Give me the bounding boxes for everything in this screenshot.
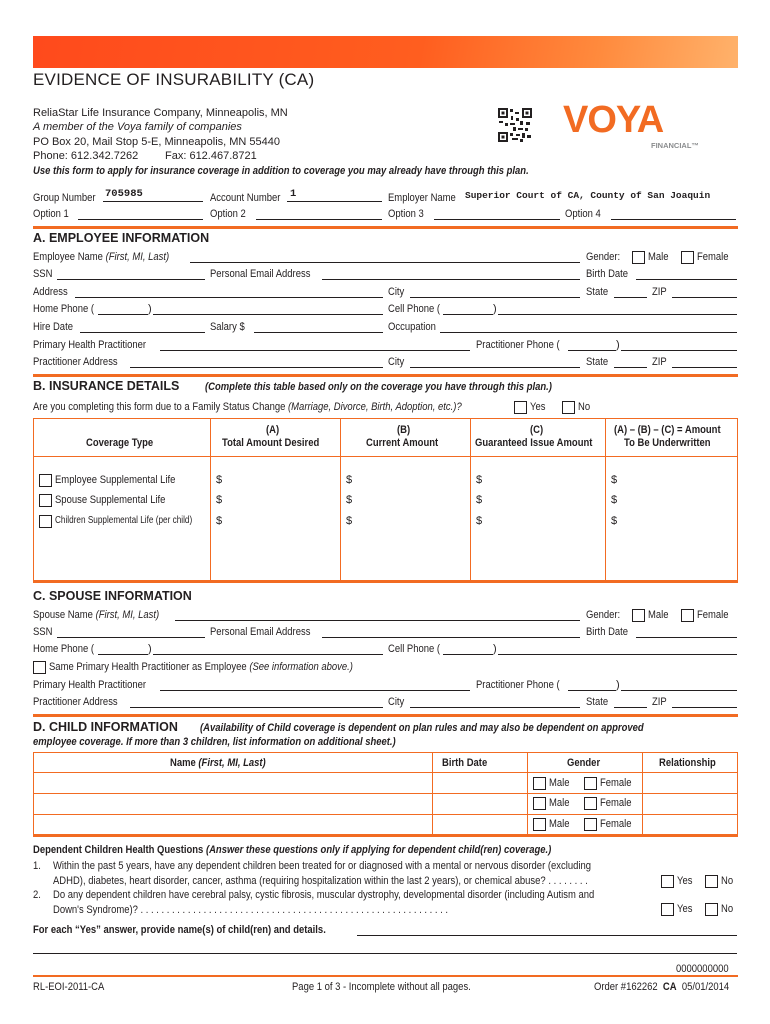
employee-name-hint: (First, MI, Last) bbox=[105, 251, 170, 263]
spouse-practitioner-city-label: City bbox=[388, 696, 405, 708]
spouse-home-phone-area-line bbox=[98, 654, 148, 655]
family-status-yes-label: Yes bbox=[530, 401, 546, 413]
child-table-top bbox=[33, 752, 738, 753]
order-number: Order #162262 bbox=[594, 981, 658, 993]
question-2-line-1: Do any dependent children have cerebral palsy, cystic fibrosis, muscular dystrophy, developmental disorder (including Autism and bbox=[53, 889, 595, 901]
family-status-yes-checkbox[interactable] bbox=[514, 401, 527, 414]
order-info bbox=[594, 981, 729, 993]
col-d-formula: (A) – (B) – (C) = Amount bbox=[614, 424, 721, 436]
children-supplemental-label: Children Supplemental Life (per child) bbox=[55, 515, 193, 526]
child2-female-checkbox[interactable] bbox=[584, 797, 597, 810]
question-2-number: 2. bbox=[33, 889, 41, 901]
spouse-home-phone-line bbox=[153, 654, 383, 655]
spouse-birth-date-line bbox=[636, 637, 737, 638]
spouse-practitioner-address-line bbox=[130, 707, 383, 708]
spouse-supplemental-label: Spouse Supplemental Life bbox=[55, 494, 166, 506]
children-supplemental-checkbox[interactable] bbox=[39, 515, 52, 528]
practitioner-label: Primary Health Practitioner bbox=[33, 339, 147, 351]
question-2-no-label: No bbox=[721, 903, 734, 915]
spouse-ssn-line bbox=[57, 637, 205, 638]
yes-answer-line-1 bbox=[357, 935, 737, 936]
family-status-no-label: No bbox=[578, 401, 591, 413]
option-3-line bbox=[434, 219, 560, 220]
spouse-practitioner-zip-line bbox=[672, 707, 737, 708]
spouse-email-line bbox=[322, 637, 580, 638]
same-practitioner-checkbox[interactable] bbox=[33, 661, 46, 674]
col-c-label: Guaranteed Issue Amount bbox=[475, 437, 593, 449]
practitioner-phone-paren: ) bbox=[616, 339, 620, 351]
question-1-number: 1. bbox=[33, 860, 41, 872]
cell-phone-area-line bbox=[443, 314, 493, 315]
address-label: Address bbox=[33, 286, 68, 298]
child-table-bottom bbox=[33, 834, 738, 837]
section-c-title: C. SPOUSE INFORMATION bbox=[33, 589, 192, 603]
col-a-letter: (A) bbox=[266, 424, 280, 436]
email-line bbox=[322, 279, 580, 280]
spouse-ssn-label: SSN bbox=[33, 626, 53, 638]
child-col-name-text: Name bbox=[170, 757, 196, 769]
page-indicator: Page 1 of 3 - Incomplete without all pages. bbox=[292, 981, 471, 993]
child-col-name-hint: (First, MI, Last) bbox=[198, 757, 266, 769]
row2-d-dollar[interactable]: $ bbox=[611, 494, 618, 506]
option-1-line bbox=[78, 219, 203, 220]
child-col-birth-date: Birth Date bbox=[442, 757, 488, 769]
table-b-col-b bbox=[340, 418, 341, 580]
employee-female-checkbox[interactable] bbox=[681, 251, 694, 264]
employee-name-text: Employee Name bbox=[33, 251, 103, 263]
account-number-value[interactable]: 1 bbox=[290, 188, 297, 200]
spouse-practitioner-address-label: Practitioner Address bbox=[33, 696, 118, 708]
question-1-yes-checkbox[interactable] bbox=[661, 875, 674, 888]
company-address: PO Box 20, Mail Stop 5-E, Minneapolis, MN 55440 bbox=[33, 136, 281, 148]
child-table-col-birth bbox=[432, 752, 433, 834]
group-number-line bbox=[103, 201, 203, 202]
spouse-name-text: Spouse Name bbox=[33, 609, 93, 621]
email-label: Personal Email Address bbox=[210, 268, 311, 280]
child-table-col-gender bbox=[527, 752, 528, 834]
family-status-no-checkbox[interactable] bbox=[562, 401, 575, 414]
section-a-rule bbox=[33, 226, 738, 229]
spouse-name-hint: (First, MI, Last) bbox=[95, 609, 160, 621]
practitioner-phone-line bbox=[621, 350, 737, 351]
family-status-question bbox=[33, 401, 462, 413]
spouse-male-label: Male bbox=[648, 609, 669, 621]
spouse-female-checkbox[interactable] bbox=[681, 609, 694, 622]
child-table-row2-bottom bbox=[33, 814, 738, 815]
home-phone-area-line bbox=[98, 314, 148, 315]
voya-logo bbox=[563, 99, 699, 150]
salary-line bbox=[254, 332, 383, 333]
row3-d-dollar[interactable]: $ bbox=[611, 515, 618, 527]
qr-code-icon bbox=[498, 108, 532, 142]
form-id: RL-EOI-2011-CA bbox=[33, 981, 105, 993]
child1-female-checkbox[interactable] bbox=[584, 777, 597, 790]
health-questions-title-text: Dependent Children Health Questions bbox=[33, 844, 204, 856]
spouse-birth-date-label: Birth Date bbox=[586, 626, 629, 638]
spouse-name-label bbox=[33, 609, 159, 621]
practitioner-state-line bbox=[614, 367, 647, 368]
spouse-email-label: Personal Email Address bbox=[210, 626, 311, 638]
employee-supplemental-checkbox[interactable] bbox=[39, 474, 52, 487]
section-d-rule bbox=[33, 714, 738, 717]
row2-b-dollar[interactable]: $ bbox=[346, 494, 353, 506]
section-b-title: B. INSURANCE DETAILS bbox=[33, 379, 180, 393]
child3-female-label: Female bbox=[600, 818, 632, 830]
practitioner-phone-area-line bbox=[568, 350, 616, 351]
occupation-line bbox=[440, 332, 737, 333]
child1-male-checkbox[interactable] bbox=[533, 777, 546, 790]
child3-male-label: Male bbox=[549, 818, 570, 830]
row3-b-dollar[interactable]: $ bbox=[346, 515, 353, 527]
row1-a-dollar[interactable]: $ bbox=[216, 474, 223, 486]
spouse-practitioner-zip-label: ZIP bbox=[652, 696, 667, 708]
table-b-left bbox=[33, 418, 34, 580]
voya-logo-text: VOYA bbox=[563, 99, 664, 141]
yes-answer-line-2 bbox=[33, 953, 737, 954]
spouse-cell-phone-paren: ) bbox=[493, 643, 497, 655]
barcode-number: 0000000000 bbox=[676, 963, 729, 975]
practitioner-state-label: State bbox=[586, 356, 609, 368]
form-title: EVIDENCE OF INSURABILITY (CA) bbox=[33, 70, 315, 89]
spouse-gender-label: Gender: bbox=[586, 609, 621, 621]
cell-phone-paren: ) bbox=[493, 303, 497, 315]
company-fax: Fax: 612.467.8721 bbox=[165, 150, 257, 162]
question-1-no-checkbox[interactable] bbox=[705, 875, 718, 888]
row1-c-dollar[interactable]: $ bbox=[476, 474, 483, 486]
col-c-letter: (C) bbox=[530, 424, 544, 436]
employee-male-label: Male bbox=[648, 251, 669, 263]
same-practitioner-hint: (See information above.) bbox=[249, 661, 353, 673]
table-b-header-bottom bbox=[33, 456, 738, 457]
section-b-subtitle: (Complete this table based only on the coverage you have through this plan.) bbox=[205, 381, 552, 393]
practitioner-city-label: City bbox=[388, 356, 405, 368]
section-d-subtitle-2: employee coverage. If more than 3 children, list information on additional sheet.) bbox=[33, 736, 396, 748]
family-status-hint: (Marriage, Divorce, Birth, Adoption, etc.)? bbox=[288, 401, 462, 413]
city-line bbox=[410, 297, 580, 298]
practitioner-zip-label: ZIP bbox=[652, 356, 667, 368]
child1-female-label: Female bbox=[600, 777, 632, 789]
child-col-name bbox=[170, 757, 266, 769]
practitioner-address-line bbox=[130, 367, 383, 368]
spouse-practitioner-line bbox=[160, 690, 470, 691]
child-table-left bbox=[33, 752, 34, 834]
practitioner-address-label: Practitioner Address bbox=[33, 356, 118, 368]
child3-female-checkbox[interactable] bbox=[584, 818, 597, 831]
employee-name-label bbox=[33, 251, 169, 263]
table-b-bottom bbox=[33, 580, 738, 583]
section-a-title: A. EMPLOYEE INFORMATION bbox=[33, 231, 210, 245]
child2-male-checkbox[interactable] bbox=[533, 797, 546, 810]
spouse-name-line bbox=[175, 620, 580, 621]
col-coverage-type: Coverage Type bbox=[86, 437, 154, 449]
yes-answer-instruction: For each “Yes” answer, provide name(s) of child(ren) and details. bbox=[33, 924, 326, 936]
question-1-yes-label: Yes bbox=[677, 875, 693, 887]
zip-label: ZIP bbox=[652, 286, 667, 298]
spouse-practitioner-state-label: State bbox=[586, 696, 609, 708]
practitioner-phone-label: Practitioner Phone ( bbox=[476, 339, 560, 351]
footer-rule bbox=[33, 975, 738, 977]
salary-label: Salary $ bbox=[210, 321, 245, 333]
option-1-label: Option 1 bbox=[33, 208, 69, 220]
zip-line bbox=[672, 297, 737, 298]
home-phone-paren: ) bbox=[148, 303, 152, 315]
row3-a-dollar[interactable]: $ bbox=[216, 515, 223, 527]
child1-male-label: Male bbox=[549, 777, 570, 789]
header-band bbox=[33, 36, 738, 68]
employer-name-value[interactable]: Superior Court of CA, County of San Joaquin bbox=[465, 190, 711, 201]
child-col-gender: Gender bbox=[567, 757, 601, 769]
same-practitioner-text: Same Primary Health Practitioner as Employee bbox=[49, 661, 247, 673]
employee-female-label: Female bbox=[697, 251, 729, 263]
row1-b-dollar[interactable]: $ bbox=[346, 474, 353, 486]
question-2-yes-checkbox[interactable] bbox=[661, 903, 674, 916]
row1-d-dollar[interactable]: $ bbox=[611, 474, 618, 486]
spouse-supplemental-checkbox[interactable] bbox=[39, 494, 52, 507]
spouse-home-phone-paren: ) bbox=[148, 643, 152, 655]
account-number-line bbox=[287, 201, 382, 202]
gender-label: Gender: bbox=[586, 251, 621, 263]
state-line bbox=[614, 297, 647, 298]
table-b-right bbox=[737, 418, 738, 580]
spouse-female-label: Female bbox=[697, 609, 729, 621]
birth-date-label: Birth Date bbox=[586, 268, 629, 280]
group-number-value[interactable]: 705985 bbox=[105, 188, 143, 200]
ssn-label: SSN bbox=[33, 268, 53, 280]
question-2-line-2: Down's Syndrome)? . . . . . . . . . . . . . . . . . . . . . . . . . . . . . . . . . . . . . . . . . . . . . . . . . . . . . . . . . . . bbox=[53, 904, 449, 916]
health-questions-hint: (Answer these questions only if applying for dependent child(ren) coverage.) bbox=[205, 844, 552, 856]
spouse-cell-phone-line bbox=[498, 654, 737, 655]
company-phone: Phone: 612.342.7262 bbox=[33, 150, 139, 162]
col-b-label: Current Amount bbox=[366, 437, 439, 449]
child-table-right bbox=[737, 752, 738, 834]
option-2-line bbox=[256, 219, 382, 220]
option-2-label: Option 2 bbox=[210, 208, 246, 220]
child-table-col-relationship bbox=[642, 752, 643, 834]
child-table-row1-bottom bbox=[33, 793, 738, 794]
ssn-line bbox=[57, 279, 205, 280]
spouse-practitioner-city-line bbox=[410, 707, 580, 708]
state-label: State bbox=[586, 286, 609, 298]
child-table-header-bottom bbox=[33, 772, 738, 773]
company-name: ReliaStar Life Insurance Company, Minneapolis, MN bbox=[33, 107, 288, 119]
spouse-practitioner-state-line bbox=[614, 707, 647, 708]
city-label: City bbox=[388, 286, 405, 298]
section-b-rule bbox=[33, 374, 738, 377]
question-1-line-1: Within the past 5 years, have any dependent children been treated for or diagnosed with a mental or nervous disorder (excluding bbox=[53, 860, 591, 872]
spouse-practitioner-phone-paren: ) bbox=[616, 679, 620, 691]
family-status-text: Are you completing this form due to a Family Status Change bbox=[33, 401, 286, 413]
practitioner-line bbox=[160, 350, 470, 351]
table-b-col-d bbox=[605, 418, 606, 580]
group-number-label: Group Number bbox=[33, 192, 96, 204]
child-col-relationship: Relationship bbox=[659, 757, 716, 769]
address-line bbox=[75, 297, 383, 298]
spouse-cell-phone-area-line bbox=[443, 654, 493, 655]
spouse-male-checkbox[interactable] bbox=[632, 609, 645, 622]
occupation-label: Occupation bbox=[388, 321, 436, 333]
question-1-no-label: No bbox=[721, 875, 734, 887]
home-phone-label: Home Phone ( bbox=[33, 303, 95, 315]
spouse-practitioner-label: Primary Health Practitioner bbox=[33, 679, 147, 691]
employee-supplemental-label: Employee Supplemental Life bbox=[55, 474, 176, 486]
spouse-cell-phone-label: Cell Phone ( bbox=[388, 643, 441, 655]
company-member: A member of the Voya family of companies bbox=[33, 121, 242, 133]
child2-male-label: Male bbox=[549, 797, 570, 809]
table-b-col-a bbox=[210, 418, 211, 580]
section-d-title: D. CHILD INFORMATION bbox=[33, 720, 178, 734]
cell-phone-label: Cell Phone ( bbox=[388, 303, 441, 315]
hire-date-line bbox=[80, 332, 205, 333]
hire-date-label: Hire Date bbox=[33, 321, 73, 333]
table-b-top bbox=[33, 418, 738, 419]
option-4-line bbox=[611, 219, 736, 220]
col-a-label: Total Amount Desired bbox=[222, 437, 320, 449]
form-instruction: Use this form to apply for insurance coverage in addition to coverage you may already have through this plan. bbox=[33, 165, 529, 177]
employee-name-line bbox=[190, 262, 580, 263]
option-4-label: Option 4 bbox=[565, 208, 601, 220]
order-date: 05/01/2014 bbox=[681, 981, 730, 993]
spouse-practitioner-phone-label: Practitioner Phone ( bbox=[476, 679, 560, 691]
employee-male-checkbox[interactable] bbox=[632, 251, 645, 264]
option-3-label: Option 3 bbox=[388, 208, 424, 220]
health-questions-title bbox=[33, 844, 551, 856]
home-phone-line bbox=[153, 314, 383, 315]
employer-name-label: Employer Name bbox=[388, 192, 456, 204]
practitioner-zip-line bbox=[672, 367, 737, 368]
child2-female-label: Female bbox=[600, 797, 632, 809]
account-number-label: Account Number bbox=[210, 192, 281, 204]
spouse-practitioner-phone-line bbox=[621, 690, 737, 691]
practitioner-city-line bbox=[410, 367, 580, 368]
birth-date-line bbox=[636, 279, 737, 280]
question-2-yes-label: Yes bbox=[677, 903, 693, 915]
same-practitioner-label bbox=[49, 661, 353, 673]
row2-a-dollar[interactable]: $ bbox=[216, 494, 223, 506]
table-b-col-c bbox=[470, 418, 471, 580]
order-state: CA bbox=[662, 981, 677, 993]
cell-phone-line bbox=[498, 314, 737, 315]
col-d-label: To Be Underwritten bbox=[624, 437, 711, 449]
row2-c-dollar[interactable]: $ bbox=[476, 494, 483, 506]
child3-male-checkbox[interactable] bbox=[533, 818, 546, 831]
section-d-subtitle-1: (Availability of Child coverage is dependent on plan rules and may also be dependent on approved bbox=[200, 722, 644, 734]
col-b-letter: (B) bbox=[397, 424, 411, 436]
question-1-line-2: ADHD), diabetes, heart disorder, cancer, asthma (requiring hospitalization within the last 2 years), or chemical abuse? . . . . . . . . bbox=[53, 875, 588, 887]
voya-logo-sub: FINANCIAL™ bbox=[651, 141, 699, 150]
row3-c-dollar[interactable]: $ bbox=[476, 515, 483, 527]
spouse-practitioner-phone-area-line bbox=[568, 690, 616, 691]
spouse-home-phone-label: Home Phone ( bbox=[33, 643, 95, 655]
question-2-no-checkbox[interactable] bbox=[705, 903, 718, 916]
